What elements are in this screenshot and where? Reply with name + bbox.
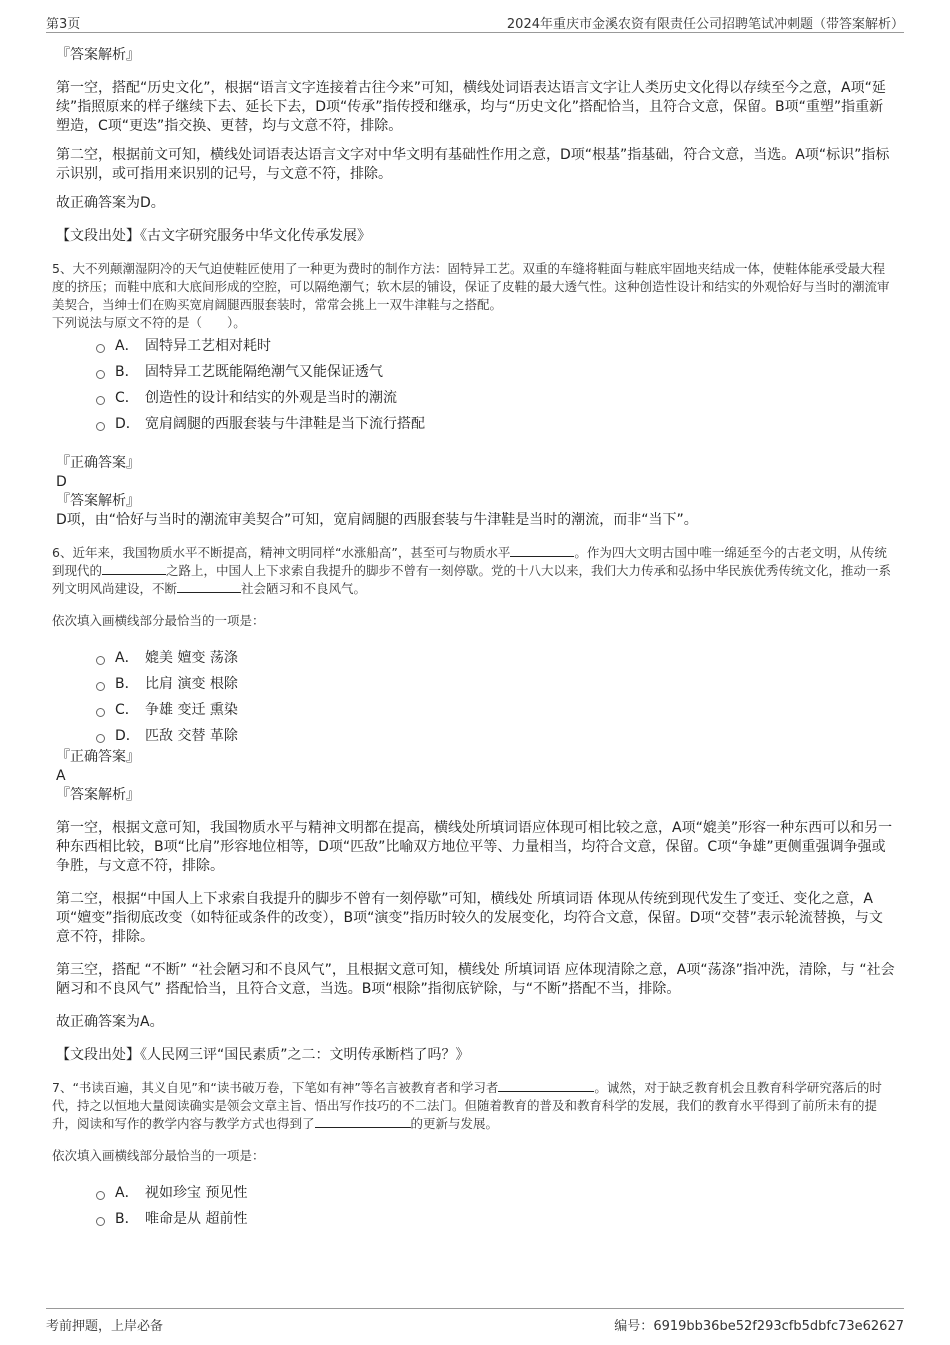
footer-slogan: 考前押题，上岸必备 — [46, 1319, 164, 1334]
q4-analysis-para1: 第一空，搭配“历史文化”，根据“语言文字连接着古往今来”可知，横线处词语表达语言文字让人类历史文化得以存续至今之意，A项“延续”指照原来的样子继续下去、延长下去，D项“传承”指传授和继承，均与“历史文化”搭配恰当，且符合文意，保留。B项“重塑”指重新塑造，C项“更迭”指交换、更替，均与文意不符，排除。 — [56, 80, 886, 134]
correct-label: 『正确答案』 — [56, 749, 140, 765]
q7-option-a[interactable]: A． 视如珍宝 预见性 — [96, 1179, 896, 1205]
q5-analysis: D项，由“恰好与当时的潮流审美契合”可知，宽肩阔腿的西服套装与牛津鞋是当时的潮流，而非“当下”。 — [56, 512, 698, 528]
q6-source: 【文段出处】《人民网三评“国民素质”之二：文明传承断档了吗？》 — [56, 1047, 470, 1063]
q6-option-c[interactable]: C． 争雄 变迁 熏染 — [96, 696, 896, 722]
q6-prompt: 依次填入画横线部分最恰当的一项是： — [52, 613, 265, 628]
fill-blank — [498, 1081, 594, 1092]
radio-icon[interactable] — [96, 734, 105, 743]
q5-prompt: 下列说法与原文不符的是（ ）。 — [52, 315, 246, 330]
document-body — [52, 46, 896, 1231]
q7-options — [96, 1179, 896, 1231]
document-title: 2024年重庆市金溪农资有限责任公司招聘笔试冲刺题（带答案解析） — [506, 17, 904, 32]
q6-stem: 6、近年来，我国物质水平不断提高，精神文明同样“水涨船高”，甚至可与物质水平 。作为四大文明古国中唯一绵延至今的古老文明，从传统到现代的 之路上，中国人上下求索自我提升的脚步不曾有一刻停歇。党的十八大以来，我们大力传承和弘扬中华民族优秀传统文化，推动一系列文明风尚建设，不断 社会陋习和不良风气。 — [52, 545, 892, 596]
radio-icon[interactable] — [96, 656, 105, 665]
q6-analysis-para2: 第二空，根据“中国人上下求索自我提升的脚步不曾有一刻停歇”可知，横线处 所填词语 体现从传统到现代发生了变迁、变化之意，A项“嬗变”指彻底改变（如特征或条件的改变），B项“演变”指历时较久的发展变化，均符合文意，保留。D项“交替”表示轮流替换，与文意不符，排除。 — [56, 891, 883, 945]
q7-stem: 7、“书读百遍，其义自见”和“读书破万卷，下笔如有神”等名言被教育者和学习者 。诚然，对于缺乏教育机会且教育科学研究落后的时代，持之以恒地大量阅读确实是领会文章主旨、悟出写作技巧的不二法门。但随着教育的普及和教育科学的发展，我们的教育水平得到了前所未有的提升，阅读和写作的教学内容与教学方式也得到了 的更新与发展。 — [52, 1080, 882, 1131]
fill-blank — [177, 582, 241, 593]
q6-answer: A — [56, 768, 66, 784]
q6-analysis-para3: 第三空，搭配 “不断” “社会陋习和不良风气”，且根据文意可知，横线处 所填词语 应体现清除之意，A项“荡涤”指冲洗，清除，与 “社会陋习和不良风气” 搭配恰当，且符合文意，当选。B项“根除”指彻底铲除，与“不断”搭配不当，排除。 — [56, 962, 895, 997]
q5-option-d[interactable]: D． 宽肩阔腿的西服套装与牛津鞋是当下流行搭配 — [96, 410, 896, 436]
page-number: 第3页 — [46, 17, 81, 32]
q4-source: 【文段出处】《古文字研究服务中华文化传承发展》 — [56, 228, 371, 244]
correct-label: 『正确答案』 — [56, 455, 140, 471]
radio-icon[interactable] — [96, 370, 105, 379]
analysis-label: 『答案解析』 — [56, 493, 140, 509]
q6-answer-text: 故正确答案为A。 — [56, 1014, 164, 1030]
radio-icon[interactable] — [96, 396, 105, 405]
q6-options — [96, 644, 896, 748]
q4-answer: 故正确答案为D。 — [56, 195, 165, 211]
q5-options — [96, 332, 896, 436]
q6-option-a[interactable]: A． 媲美 嬗变 荡涤 — [96, 644, 896, 670]
analysis-label: 『答案解析』 — [56, 47, 140, 63]
radio-icon[interactable] — [96, 422, 105, 431]
page-header — [0, 0, 950, 34]
q5-stem: 5、大不列颠潮湿阴冷的天气迫使鞋匠使用了一种更为费时的制作方法：固特异工艺。双重的车缝将鞋面与鞋底牢固地夹结成一体，使鞋体能承受最大程度的挤压；而鞋中底和大底间形成的空腔，可以隔绝潮气；软木层的铺设，保证了皮鞋的最大透气性。这种创造性设计和结实的外观恰好与当时的潮流审美契合，当绅士们在购买宽肩阔腿西服套装时，常常会挑上一双牛津鞋与之搭配。 — [52, 261, 890, 312]
radio-icon[interactable] — [96, 1217, 105, 1226]
radio-icon[interactable] — [96, 1191, 105, 1200]
q6-analysis-para1: 第一空，根据文意可知，我国物质水平与精神文明都在提高，横线处所填词语应体现可相比较之意，A项“媲美”形容一种东西可以和另一种东西相比较，B项“比肩”形容地位相等，D项“匹敌”比喻双方地位平等、力量相当，均符合文意，保留。C项“争雄”更侧重强调争强或争胜，与文意不符，排除。 — [56, 820, 893, 874]
radio-icon[interactable] — [96, 682, 105, 691]
radio-icon[interactable] — [96, 344, 105, 353]
q5-option-c[interactable]: C． 创造性的设计和结实的外观是当时的潮流 — [96, 384, 896, 410]
fill-blank — [102, 564, 166, 575]
document-code: 编号：6919bb36be52f293cfb5dbfc73e62627 — [614, 1319, 904, 1334]
analysis-label: 『答案解析』 — [56, 787, 140, 803]
q5-answer: D — [56, 474, 67, 490]
q6-option-b[interactable]: B． 比肩 演变 根除 — [96, 670, 896, 696]
q7-prompt: 依次填入画横线部分最恰当的一项是： — [52, 1148, 265, 1163]
fill-blank — [315, 1117, 411, 1128]
fill-blank — [510, 546, 574, 557]
header-divider — [46, 32, 904, 33]
q5-option-b[interactable]: B． 固特异工艺既能隔绝潮气又能保证透气 — [96, 358, 896, 384]
q4-analysis-para2: 第二空，根据前文可知，横线处词语表达语言文字对中华文明有基础性作用之意，D项“根基”指基础，符合文意，当选。A项“标识”指标示识别，或可指用来识别的记号，与文意不符，排除。 — [56, 147, 890, 182]
q7-option-b[interactable]: B． 唯命是从 超前性 — [96, 1205, 896, 1231]
footer-divider — [46, 1308, 904, 1309]
page-footer — [0, 1305, 950, 1345]
q5-option-a[interactable]: A． 固特异工艺相对耗时 — [96, 332, 896, 358]
q6-option-d[interactable]: D． 匹敌 交替 革除 — [96, 722, 896, 748]
radio-icon[interactable] — [96, 708, 105, 717]
